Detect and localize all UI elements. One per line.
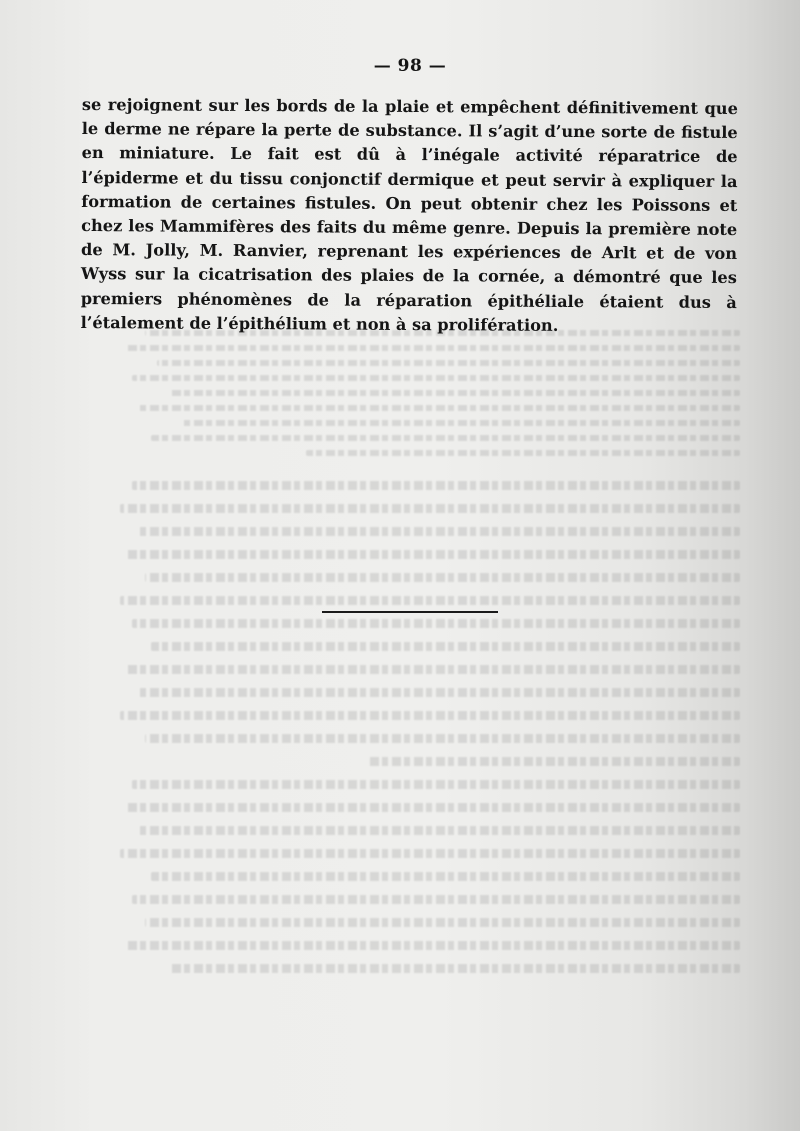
paragraph: se rejoignent sur les bords de la plaie et empêchent définitivement que le derme ne répare la perte de substance. Il s’agit d’une sorte de fistule en miniature. Le fait est dû à l’inégale activité réparatrice de l’épiderme et du tissu conjonctif dermique et peut servir à expliquer la formation de certaines fistules. On peut obtenir chez les Poissons et chez les Mammifères des faits du même genre. Depuis la première note de M. Jolly, M. Ranvier, reprenant les expériences de Arlt et de von Wyss sur la cicatrisation des plaies de la cornée, a démontré que les premiers phénomènes de la réparation épithéliale étaient dus à l’étalement de l’épithélium et non à sa prolifération. (80, 94, 738, 335)
separator-rule (322, 611, 498, 613)
body-text (81, 93, 738, 339)
page-number: — 98 — (373, 56, 447, 76)
show-through-from-reverse (120, 330, 740, 1070)
